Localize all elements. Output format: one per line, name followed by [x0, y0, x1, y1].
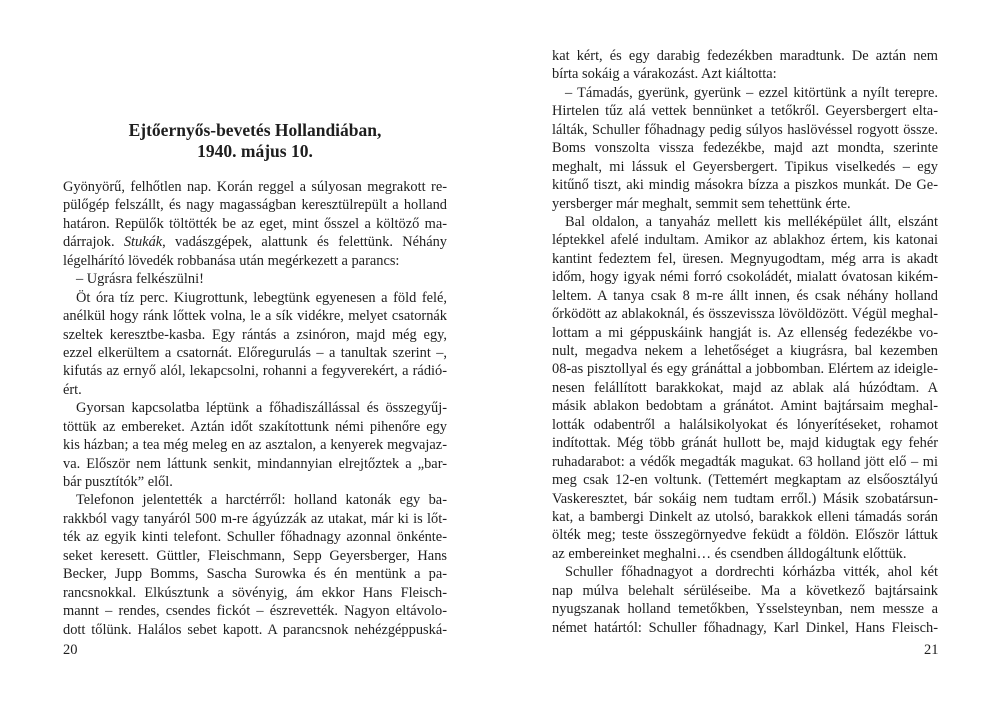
chapter-title-line: 1940. május 10.: [197, 141, 313, 161]
text-line: ték az egyik kinti telefont. Schuller főhadnagy azonnal önkénte-: [63, 529, 447, 546]
text-line: Boms vonszolta vissza fedezékbe, majd azt mondta, szerinte: [552, 140, 938, 157]
text-line: indítottak. Még több gránát hullott be, majd kidugtak egy fehér: [552, 435, 938, 452]
text-line: nap múlva belehalt sérüléseibe. Ma a következő bajtársaink: [552, 582, 938, 599]
right-body-text: [552, 47, 938, 637]
text-line: Vaskeresztet, bár sokáig nem tudtam erről.) Másik szobatársun-: [552, 490, 938, 507]
page-number-right: 21: [924, 642, 939, 658]
text-line: Gyönyörű, felhőtlen nap. Korán reggel a súlyosan megrakott re-: [63, 179, 447, 195]
text-line: szeltek keresztbe-kasba. Egy rántás a zsinóron, majd még egy,: [63, 326, 447, 343]
page-number-left: 20: [63, 642, 78, 658]
text-line: határon. Repülők töltötték be az eget, mint ősszel a költöző ma-: [63, 215, 447, 232]
text-line: mannt – rendes, csendes fickót – észrevették. Nagyon eltávolo-: [63, 603, 447, 620]
text-line: másik ablakon bedobtam a gránátot. Amint bajtársaim meghal-: [552, 398, 938, 415]
text-line: ruhadarabot: a védők megadták magukat. 63 holland jött elő – mi: [552, 453, 938, 470]
text-line: kifutás az ernyő alól, lekapcsolni, rohanni a fegyverekért, a rádió-: [63, 363, 447, 380]
text-line: yersberger már meghalt, semmit sem tehettünk érte.: [552, 195, 851, 212]
text-line: Schuller főhadnagyot a dordrechti kórházba vitték, ahol két: [565, 564, 938, 581]
text-line: rakkból vagy tanyáról 500 m-re ágyúzzák az utakat, már ki is lőt-: [63, 510, 447, 527]
text-line: Bal oldalon, a tanyaház mellett kis melléképület állt, elszánt: [565, 213, 938, 230]
text-line: meghalt, mi lássuk el Geyersbergert. Tipikus viselkedés – egy: [552, 158, 938, 175]
text-line: lálták, Schuller főhadnagy pedig súlyos haslövéssel rogyott össze.: [552, 121, 938, 138]
text-line: Öt óra tíz perc. Kiugrottunk, lebegtünk egyenesen a föld felé,: [76, 289, 447, 306]
text-line: Becker, Jupp Bomms, Sascha Surowka és én mentünk a pa-: [63, 566, 447, 583]
text-line: kantint fedeztem fel, üresen. Megnyugodtam, még arra is akadt: [552, 250, 938, 267]
text-line: – Támadás, gyerünk, gyerünk – ezzel kitörtünk a nyílt terepre.: [565, 84, 938, 101]
text-line: Telefonon jelentették a harctérről: holland katonák egy ba-: [76, 492, 447, 509]
text-line: nyugszanak holland temetőkben, Ysselsteynban, nem messze a: [552, 601, 938, 618]
left-body-text: [63, 178, 447, 639]
italic-word: Stukák: [123, 234, 163, 251]
text-line: pülőgép felszállt, és nagy magasságban keresztülrepült a holland: [63, 197, 447, 214]
text-line: kat, a bambergi Dinkelt az utolsó, barakkok elleni támadás során: [552, 508, 938, 525]
text-line: va. Először nem láttunk senkit, mindannyian elrejtőztek a „bar-: [63, 455, 447, 472]
text-fragment: , vadászgépek, alattunk és felettünk. Néhány: [162, 234, 448, 251]
chapter-title: [60, 120, 450, 162]
text-line: 08-as pisztollyal és egy gránáttal a jobbomban. Elértem az ideigle-: [552, 361, 938, 378]
text-line: seket keresett. Güttler, Fleischmann, Sepp Geyersberger, Hans: [63, 547, 447, 564]
text-line: az embereinket meghalni… és csendben álldogáltunk előttük.: [552, 545, 907, 562]
text-line: légelhárító lövedék robbanása után megérkezett a parancs:: [63, 252, 400, 269]
text-line: dott tőlünk. Halálos sebet kapott. A parancsnok nehézgéppuská-: [63, 621, 447, 638]
chapter-title-line: Ejtőernyős-bevetés Hollandiában,: [128, 120, 382, 140]
text-line: bírta sokáig a várakozást. Azt kiáltotta:: [552, 66, 777, 83]
text-line: kis házban; a tea még meleg en az asztalon, a kenyerek megvajaz-: [63, 437, 447, 454]
text-line: lották odabentről a halálsikolyokat és lónyerítéseket, rohamot: [552, 416, 938, 433]
text-line: nult, megadva nekem a lehetőséget a kiugrásra, bal kezemben: [552, 343, 938, 359]
text-line: nesen felállított barakkokat, majd az ablak alá húzódtam. A: [552, 379, 938, 396]
text-line: – Ugrásra felkészülni!: [76, 271, 204, 288]
text-line: meg csak 12-en voltunk. (Tettemért megkaptam az elsőosztályú: [552, 472, 938, 489]
text-line: leltem. A tanya csak 8 m-re állt innen, és csak néhány holland: [552, 287, 938, 304]
text-line: [63, 233, 447, 251]
text-line: ezzel elkerültem a csatornát. Előregurulás – a tanultak szerint –,: [63, 344, 447, 361]
text-line: kitűnő tiszt, aki mindig másokra bízza a piszkos munkát. De Ge-: [552, 177, 938, 194]
text-fragment: dárrajok.: [63, 234, 124, 251]
text-line: kat kért, és egy darabig fedezékben maradtunk. De aztán nem: [552, 48, 938, 64]
text-line: ölték meg; teste összegörnyedve feküdt a földön. Először láttuk: [552, 527, 938, 544]
text-line: időm, hogy igyak némi forró csokoládét, mialatt óvatosan kikém-: [552, 269, 938, 286]
text-line: német határtól: Schuller főhadnagy, Karl Dinkel, Hans Fleisch-: [552, 619, 938, 636]
text-line: bár pusztítók” elől.: [63, 474, 173, 490]
text-line: léptekkel afelé indultam. Amikor az ablakhoz értem, kis katonai: [552, 232, 938, 249]
text-line: Gyorsan kapcsolatba léptünk a főhadiszállással és összegyűj-: [76, 400, 447, 417]
text-line: Hirtelen tűz alá vettek bennünket a tetőkről. Geyersbergert elta-: [552, 103, 938, 120]
text-line: rancsnokkal. Elkúsztunk a sövényig, ám ekkor Hans Fleisch-: [63, 584, 447, 601]
text-line: őrködött az ablakoknál, és összevissza lövöldözött. Végül meghal-: [552, 306, 938, 323]
right-page: [500, 0, 1000, 717]
text-line: lottam a mi géppuskáink hangját is. Az ellenség fedezékbe vo-: [552, 324, 938, 341]
text-line: töttük az embereket. Aztán időt szakítottunk némi pihenőre egy: [63, 418, 447, 435]
text-line: ért.: [63, 381, 82, 398]
text-line: anélkül hogy ránk lőttek volna, le a sík vidékre, melyet csatornák: [63, 308, 447, 325]
